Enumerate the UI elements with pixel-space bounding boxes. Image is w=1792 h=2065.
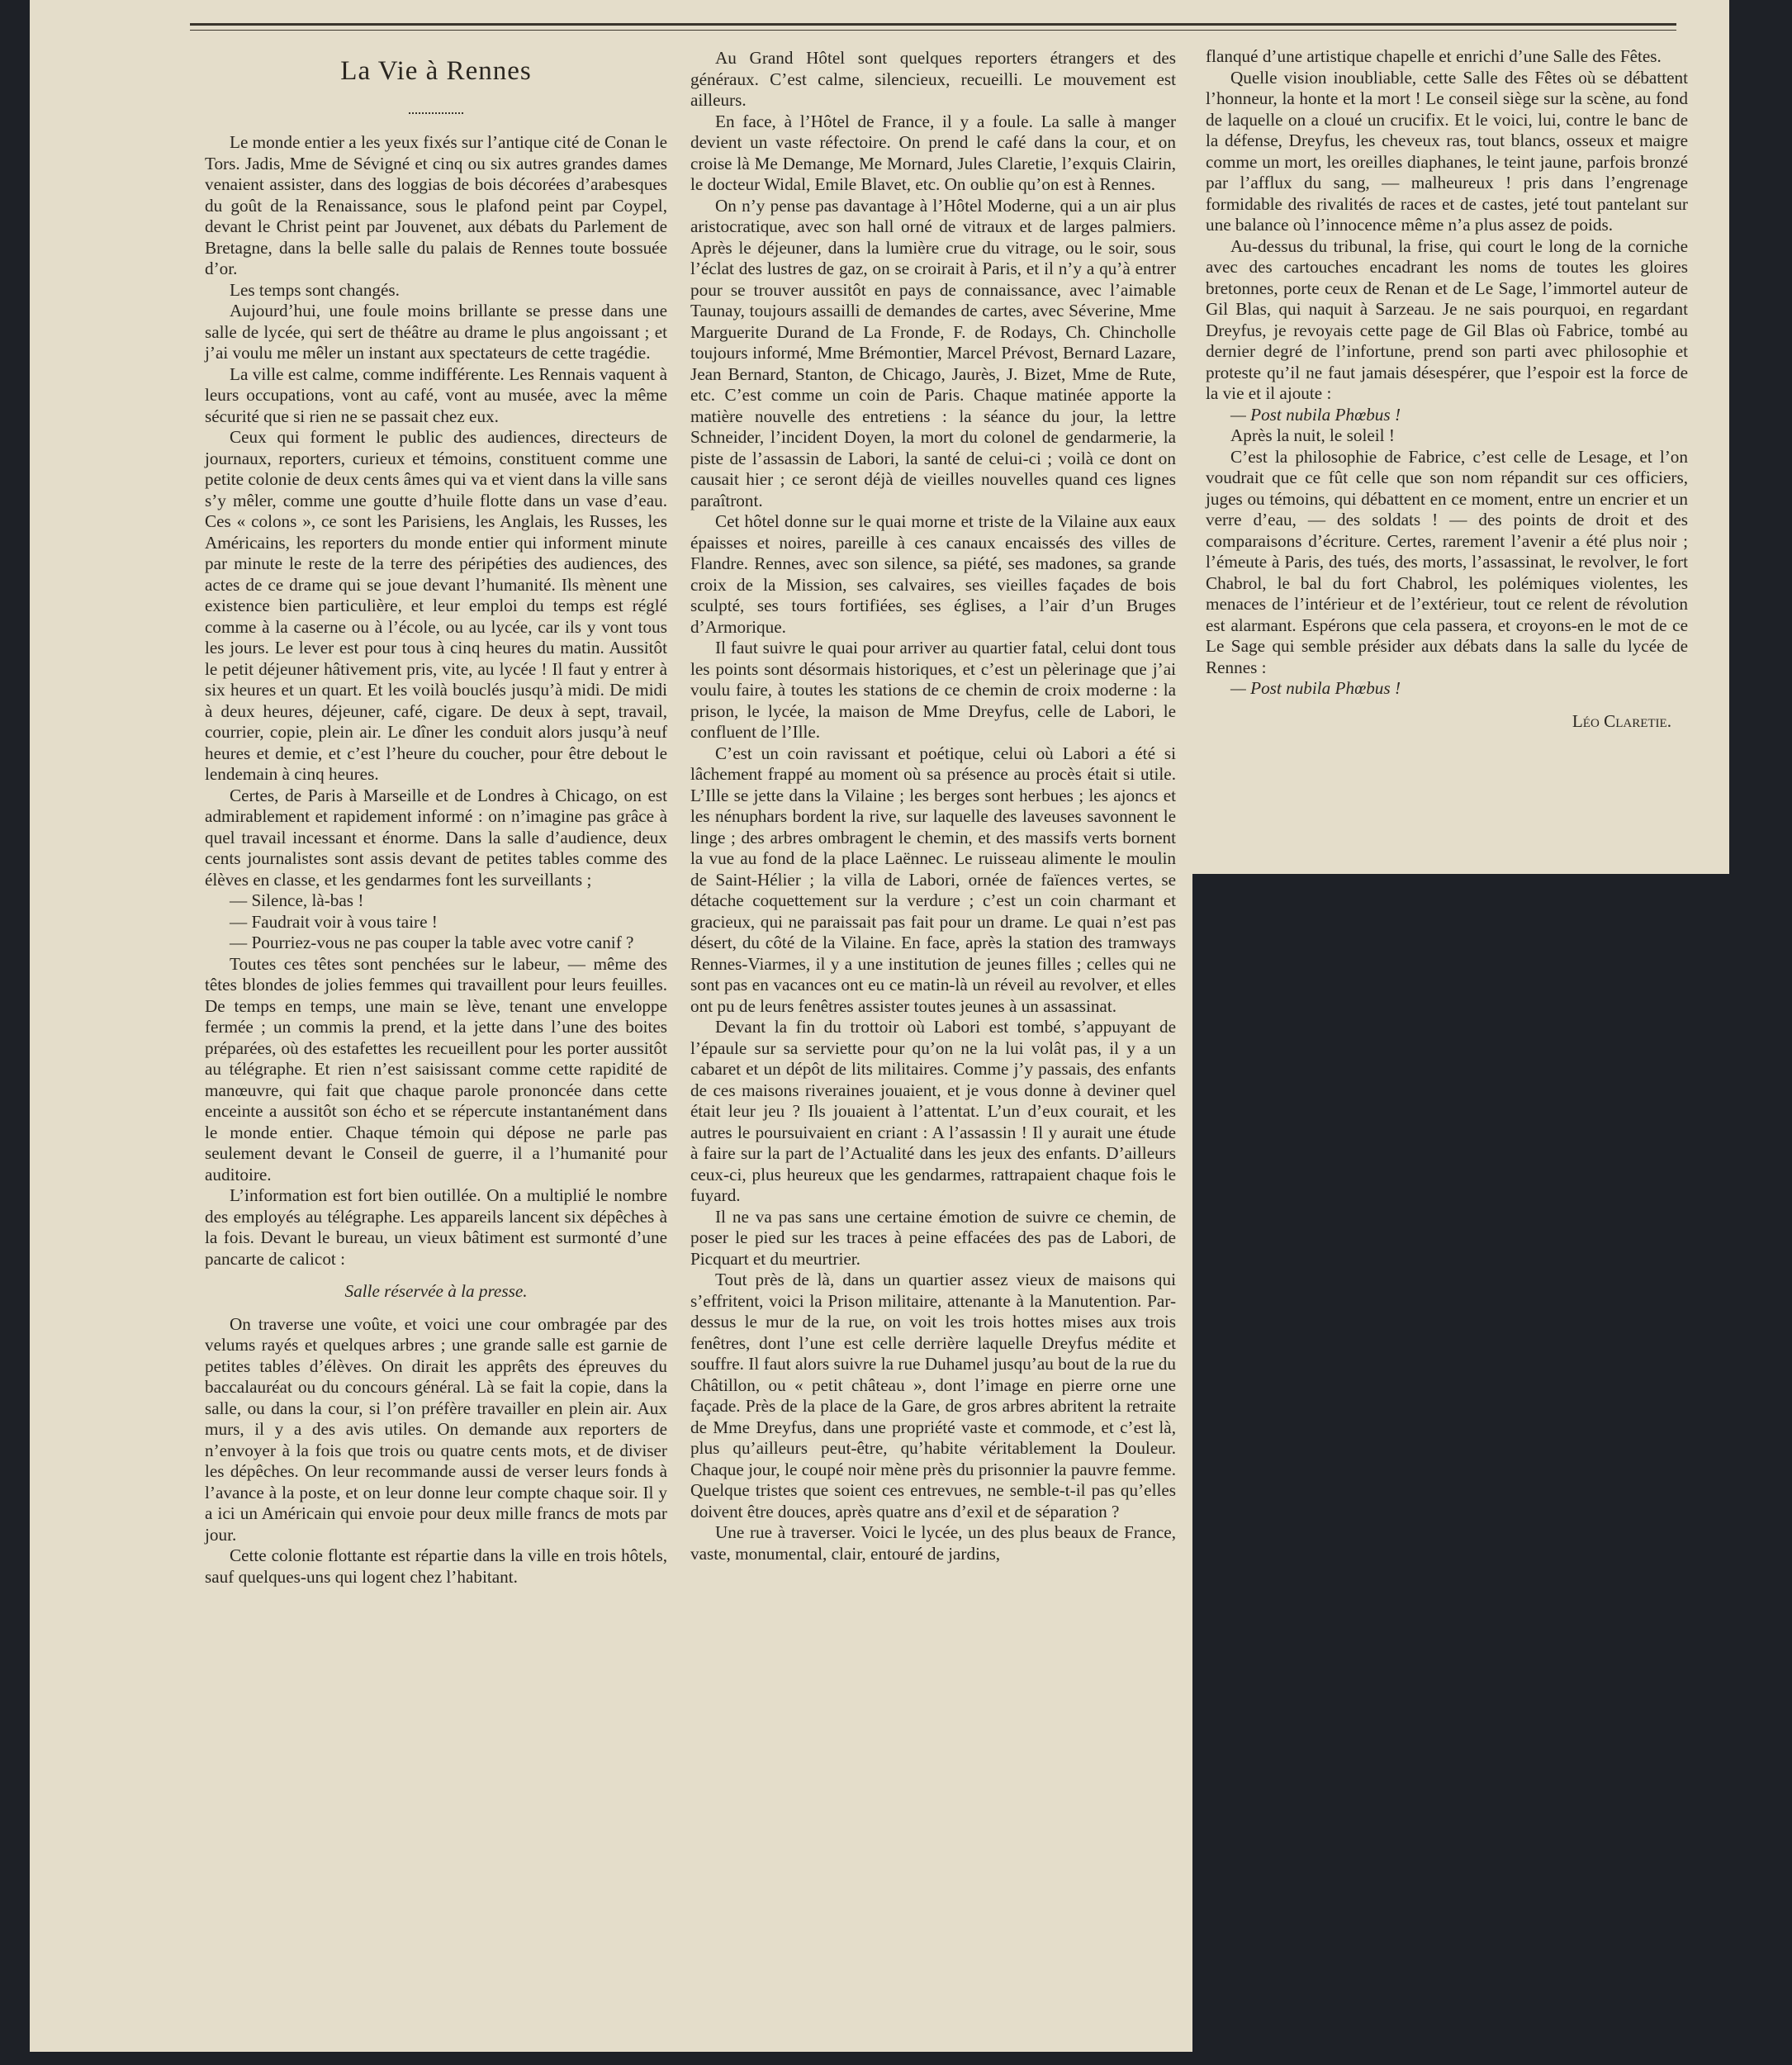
paragraph: Le monde entier a les yeux fixés sur l’antique cité de Conan le Tors. Jadis, Mme de Sévigné et cinq ou six autres grandes dames venaient assister, dans des loggias de bois décorées d’arabesques du goût de la Renaissance, sous le plafond peint par Coypel, devant le Christ peint par Jouvenet, aux débats du Parlement de Bretagne, dans la belle salle du palais de Rennes toute bossuée d’or.	[205, 132, 667, 278]
paragraph: Tout près de là, dans un quartier assez vieux de maisons qui s’effritent, voici la Prison militaire, attenante à la Manutention. Par-dessus le mur de la rue, on voit les trois hottes mises aux trois fenêtres, dont l’une est celle derrière laquelle Dreyfus médite et souffre. Il faut alors suivre la rue Duhamel jusqu’au bout de la rue du Châtillon, ou « petit château », dont l’image en pierre orne une façade. Près de la place de la Gare, de gros arbres abritent la retraite de Mme Dreyfus, dans une propriété vaste et commode, et c’est là, plus qu’ailleurs peut-être, qu’habite véritablement la Douleur. Chaque jour, le coupé noir mène près du prisonnier la pauvre femme. Quelque tristes que soient ces entrevues, ne semble-t-il pas qu’elles doivent être douces, après quatre ans d’exil et de séparation ?	[690, 1270, 1176, 1521]
paragraph: Devant la fin du trottoir où Labori est tombé, s’appuyant de l’épaule sur sa serviette pour qu’on ne la lui volât pas, il y a un cabaret et un dépôt de lits militaires. Comme j’y passais, des enfants de ces maisons riveraines jouaient, et je vous donne à deviner quel était leur jeu ? Ils jouaient à l’attentat. L’un d’eux courait, et les autres le poursuivaient en criant : A l’assassin ! Il y aurait une étude à faire sur la part de l’Actualité dans les jeux des enfants. D’ailleurs ceux-ci, plus heureux que les gendarmes, rattrapaient chaque fois le fuyard.	[690, 1017, 1176, 1205]
paragraph: L’information est fort bien outillée. On a multiplié le nombre des employés au télégraphe. Les appareils lancent six dépêches à la fois. Devant le bureau, un vieux bâtiment est surmonté d’une pancarte de calicot :	[205, 1185, 667, 1269]
dialogue-line: — Faudrait voir à vous taire !	[230, 911, 438, 932]
article-column-3	[1206, 46, 1688, 732]
paragraph: Aujourd’hui, une foule moins brillante se presse dans une salle de lycée, qui sert de théâtre au drame le plus angoissant ; et j’ai voulu me mêler un instant aux spectateurs de cette tragédie.	[205, 301, 667, 363]
paragraph: Après la nuit, le soleil !	[1230, 425, 1395, 445]
paragraph: Il faut suivre le quai pour arriver au quartier fatal, celui dont tous les points sont désormais historiques, et c’est un pèlerinage que j’ai voulu faire, à toutes les stations de ce chemin de croix moderne : la prison, le lycée, la maison de Mme Dreyfus, celle de Labori, le confluent de l’Ille.	[690, 638, 1176, 742]
paragraph: Au-dessus du tribunal, la frise, qui court le long de la corniche avec des cartouches encadrant les noms de toutes les gloires bretonnes, porte ceux de Renan et de Le Sage, l’immortel auteur de Gil Blas, qui naquit à Sarzeau. Je ne sais pourquoi, en regardant Dreyfus, je revoyais cette page de Gil Blas où Fabrice, tombé au dernier degré de l’infortune, prend son parti avec philosophie et proteste qu’il ne faut jamais désespérer, que l’espoir est la force de la vie et il ajoute :	[1206, 235, 1688, 403]
paragraph: Certes, de Paris à Marseille et de Londres à Chicago, on est admirablement et rapidement informé : on n’imagine pas grâce à quel travail incessant et énorme. Dans la salle d’audience, deux cents journalistes sont assis devant de petites tables comme des élèves en classe, et les gendarmes font les surveillants ;	[205, 785, 667, 890]
article-title: La Vie à Rennes	[340, 56, 532, 86]
title-separator	[409, 112, 463, 114]
quotation: — Post nubila Phœbus !	[1230, 678, 1401, 698]
paragraph: Quelle vision inoubliable, cette Salle des Fêtes où se débattent l’honneur, la honte et la mort ! Le conseil siège sur la scène, au fond de laquelle on a cloué un crucifix. Et le voici, lui, contre le banc de la défense, Dreyfus, les cheveux ras, tout blancs, osseux et maigre comme un mort, les oreilles diaphanes, le teint jaune, parfois bronzé par l’afflux du sang, — malheureux ! pris dans l’engrenage formidable des rivalités de races et de castes, jeté tout pantelant sur une balance où l’innocence même n’a plus assez de poids.	[1206, 67, 1688, 235]
paragraph: Une rue à traverser. Voici le lycée, un des plus beaux de France, vaste, monumental, clair, entouré de jardins,	[690, 1522, 1176, 1564]
paragraph: Toutes ces têtes sont penchées sur le labeur, — même des têtes blondes de jolies femmes qui travaillent pour leurs feuilles. De temps en temps, une main se lève, tenant une enveloppe fermée ; un commis la prend, et la jette dans l’une des boites préparées, où des estafettes les recueillent pour les porter aussitôt au télégraphe. Et rien n’est saisissant comme cette rapidité de manœuvre, qui fait que chaque parole prononcée dans cette enceinte a aussitôt son écho et se répercute instantanément dans le monde entier. Chaque témoin qui dépose ne parle pas seulement devant le Conseil de guerre, il a l’humanité pour auditoire.	[205, 953, 667, 1184]
paragraph: C’est un coin ravissant et poétique, celui où Labori a été si lâchement frappé au moment où sa présence au procès était si utile. L’Ille se jette dans la Vilaine ; les berges sont herbues ; les ajoncs et les nénuphars bordent la rive, sur laquelle des laveuses savonnent le linge ; des arbres ombragent le chemin, et des massifs verts bornent la vue au fond de la place Laënnec. Le ruisseau alimente le moulin de Saint-Hélier ; la villa de Labori, ornée de faïences vertes, se détache coquettement sur la verdure ; c’est un coin charmant et gracieux, qui ne paraissait pas fait pour un drame. Le quai n’est pas désert, du côté de la Vilaine. En face, après la station des tramways Rennes-Viarmes, il y a une institution de jeunes filles ; celles qui ne sont pas en vacances ont eu ce matin-là un réveil au revolver, et elles ont pu de leurs fenêtres assister toutes jeunes à un assassinat.	[690, 743, 1176, 1016]
header-rule-thin	[190, 30, 1676, 31]
article-column-1	[205, 132, 667, 1588]
paragraph: Ceux qui forment le public des audiences, directeurs de journaux, reporters, curieux et témoins, constituent comme une petite colonie de deux cents âmes qui va et vient dans la ville sans s’y mêler, comme une goutte d’huile flotte dans un vase d’eau. Ces « colons », ce sont les Parisiens, les Anglais, les Russes, les Américains, les reporters du monde entier qui informent minute par minute le reste de la terre des péripéties des audiences, des actes de ce drame qui se joue devant l’humanité. Ils mènent une existence bien particulière, et leur emploi du temps est réglé comme à la caserne ou à l’école, ou au lycée, car ils y vont tous les jours. Le lever est pour tous à cinq heures du matin. Aussitôt le petit déjeuner hâtivement pris, vite, au lycée ! Il faut y entrer à six heures et un quart. Et les voilà bouclés jusqu’à midi. De midi à deux heures, déjeuner, café, cigare. De deux à sept, travail, courrier, copie, plein air. Le dîner les conduit alors jusqu’à neuf heures et demie, et c’est l’heure du coucher, pour être debout le lendemain à cinq heures.	[205, 427, 667, 784]
dialogue-line: — Pourriez-vous ne pas couper la table avec votre canif ?	[230, 933, 634, 952]
dialogue-line: — Silence, là-bas !	[230, 890, 364, 910]
header-rule	[190, 23, 1676, 26]
placard-text: Salle réservée à la presse.	[344, 1281, 528, 1301]
paragraph: La ville est calme, comme indifférente. Les Rennais vaquent à leurs occupations, vont au café, vont au musée, avec la même sécurité que si rien ne se passait chez eux.	[205, 363, 667, 426]
paragraph: Au Grand Hôtel sont quelques reporters étrangers et des généraux. C’est calme, silencieux, recueilli. Le mouvement est ailleurs.	[690, 48, 1176, 110]
article-column-2	[690, 48, 1176, 1564]
paragraph: On traverse une voûte, et voici une cour ombragée par des velums rayés et quelques arbres ; une grande salle est garnie de petites tables d’élèves. On dirait les apprêts des épreuves du baccalauréat ou du concours général. Là se fait la copie, dans la salle, ou dans la cour, si l’on préfère travailler en plein air. Aux murs, il y a des avis utiles. On demande aux reporters de n’envoyer à la fois que trois ou quatre cents mots, et de diviser les dépêches. On leur recommande aussi de verser leurs fonds à l’avance à la poste, et on leur donne leur compte chaque soir. Il y a ici un Américain qui envoie pour deux mille francs de mots par jour.	[205, 1313, 667, 1545]
paragraph: Les temps sont changés.	[230, 279, 400, 300]
author-byline: Léo Claretie.	[1572, 710, 1671, 731]
paragraph: C’est la philosophie de Fabrice, c’est celle de Lesage, et l’on voudrait que ce fût celle que son nom répandit sur ces officiers, juges ou témoins, qui débattent en ce moment, entre un encrier et un verre d’eau, — des soldats ! — des points de droit et des comparaisons d’écriture. Certes, rarement l’avenir a été plus noir ; l’émeute à Paris, des tués, des morts, l’assassinat, le revolver, le fort Chabrol, le bal du fort Chabrol, les polémiques violentes, les menaces de l’intérieur et de l’extérieur, tout ce relent de révolution est alarmant. Espérons que cela passera, et croyons-en le mot de ce Le Sage qui semble présider aux débats dans la salle du lycée de Rennes :	[1206, 446, 1688, 677]
paragraph: Cette colonie flottante est répartie dans la ville en trois hôtels, sauf quelques-uns qui logent chez l’habitant.	[205, 1545, 667, 1587]
paragraph: En face, à l’Hôtel de France, il y a foule. La salle à manger devient un vaste réfectoire. On prend le café dans la cour, et on croise là Me Demange, Me Mornard, Jules Claretie, l’exquis Clairin, le docteur Widal, Emile Blavet, etc. On oublie qu’on est à Rennes.	[690, 111, 1176, 194]
paragraph: On n’y pense pas davantage à l’Hôtel Moderne, qui a un air plus aristocratique, avec son hall orné de vitraux et de larges palmiers. Après le déjeuner, dans la lumière crue du vitrage, ou le soir, sous l’éclat des lustres de gaz, on se croirait à Paris, et il n’y a qu’à entrer pour se trouver aussitôt en pays de connaissance, avec l’aimable Taunay, toujours assailli de demandes de cartes, avec Séverine, Mme Marguerite Durand de La Fronde, F. de Rodays, Ch. Chincholle toujours informé, Mme Brémontier, Marcel Prévost, Bernard Lazare, Jean Bernard, Stanton, de Chicago, Jaurès, J. Bizet, Mme de Rute, etc. C’est comme un coin de Paris. Chaque matinée apporte la matière nouvelle des entretiens : la séance du jour, la lettre Schneider, l’incident Doyen, la mort du colonel de gendarmerie, la piste de l’assassin de Labori, la santé de celui-ci ; voilà ce dont on causait hier ; ce seront déjà de vieilles nouvelles quand ces lignes paraîtront.	[690, 195, 1176, 510]
paragraph: Il ne va pas sans une certaine émotion de suivre ce chemin, de poser le pied sur les traces à peine effacées des pas de Labori, de Picquart et du meurtrier.	[690, 1206, 1176, 1269]
quotation: — Post nubila Phœbus !	[1230, 404, 1401, 425]
paragraph: flanqué d’une artistique chapelle et enrichi d’une Salle des Fêtes.	[1206, 46, 1662, 66]
paragraph: Cet hôtel donne sur le quai morne et triste de la Vilaine aux eaux épaisses et noires, pareille à ces canaux encaissés des villes de Flandre. Rennes, avec son silence, sa piété, ses madones, sa grande croix de la Mission, ses calvaires, ses vieilles façades de bois sculpté, ses tours fortifiées, ses églises, a l’air d’un Bruges d’Armorique.	[690, 511, 1176, 637]
